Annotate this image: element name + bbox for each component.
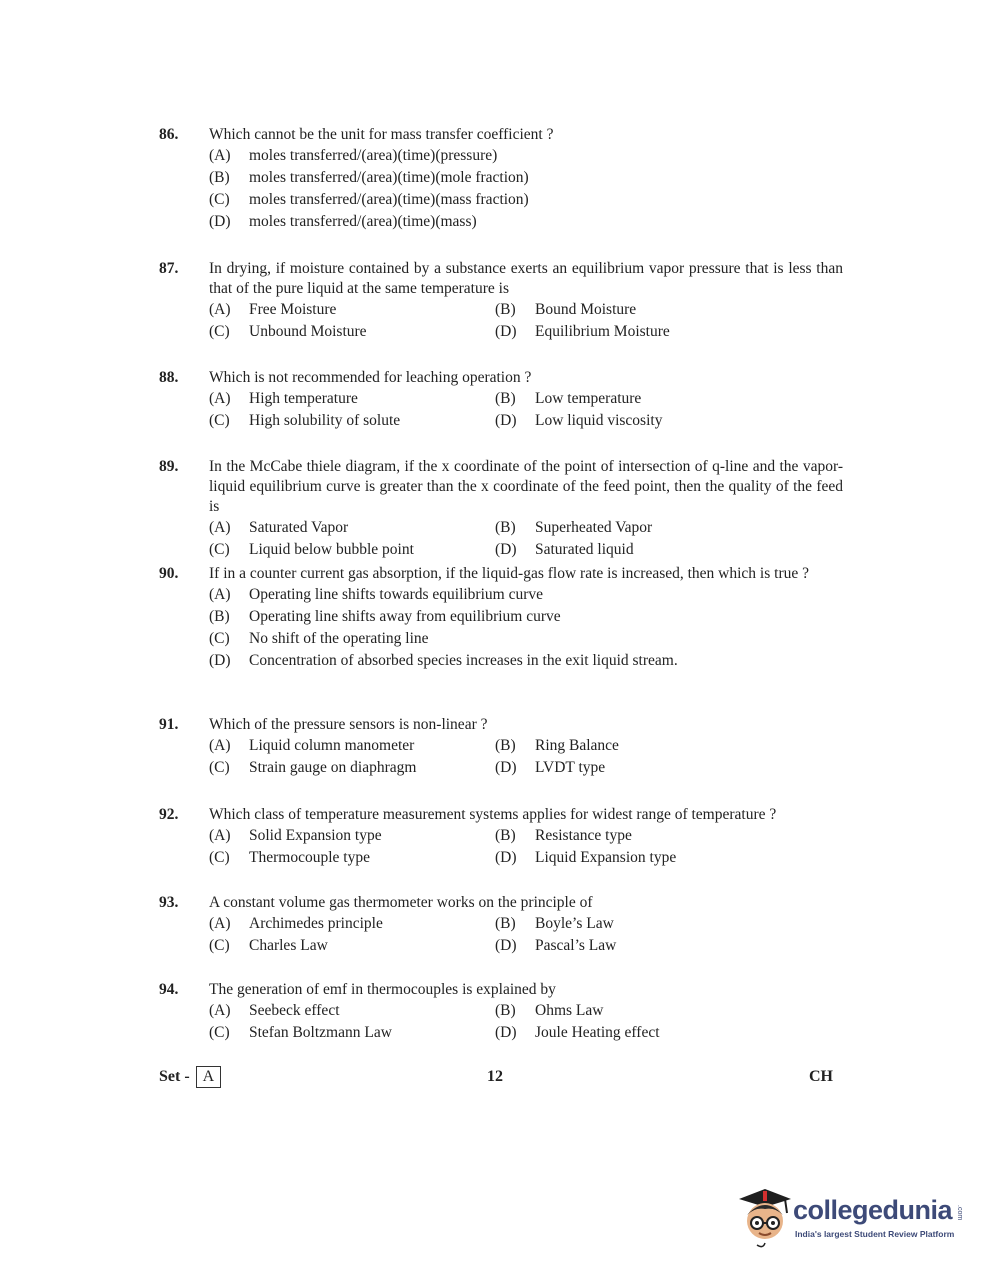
question-88: [159, 368, 843, 432]
set-label: Set -: [159, 1068, 190, 1085]
option-a: (A) Liquid column manometer: [209, 737, 415, 754]
page-number: 12: [487, 1068, 503, 1085]
question-86: [159, 125, 843, 233]
option-d: (D) Saturated liquid: [495, 541, 634, 558]
collegedunia-watermark: [735, 1185, 963, 1255]
option-d: (D) Concentration of absorbed species increases in the exit liquid stream.: [209, 652, 678, 669]
question-number: 93.: [159, 894, 179, 911]
question-93: [159, 893, 843, 957]
page-footer: [159, 1066, 843, 1088]
option-d: (D) LVDT type: [495, 759, 606, 776]
option-d: (D) Equilibrium Moisture: [495, 323, 670, 340]
question-number: 89.: [159, 458, 179, 475]
option-c: (C) Thermocouple type: [209, 849, 370, 866]
question-number: 94.: [159, 981, 179, 998]
option-a: (A) Saturated Vapor: [209, 519, 349, 536]
option-d: (D) Low liquid viscosity: [495, 412, 663, 429]
option-a: (A) Free Moisture: [209, 301, 337, 318]
option-d: (D) moles transferred/(area)(time)(mass): [209, 213, 477, 230]
question-text: Which cannot be the unit for mass transfer coefficient ?: [209, 126, 554, 143]
question-number: 86.: [159, 126, 179, 143]
option-c: (C) Unbound Moisture: [209, 323, 367, 340]
set-indicator: [159, 1066, 221, 1088]
option-a: (A) Solid Expansion type: [209, 827, 382, 844]
question-91: [159, 715, 843, 779]
question-number: 90.: [159, 565, 179, 582]
question-number: 88.: [159, 369, 179, 386]
question-text: If in a counter current gas absorption, if the liquid-gas flow rate is increased, then which is true ?: [209, 565, 809, 582]
question-text: Which is not recommended for leaching operation ?: [209, 369, 532, 386]
mascot-icon: [735, 1185, 795, 1255]
brand-domain: .com: [956, 1205, 963, 1221]
option-d: (D) Liquid Expansion type: [495, 849, 677, 866]
question-text: A constant volume gas thermometer works on the principle of: [209, 894, 593, 911]
question-text: Which of the pressure sensors is non-linear ?: [209, 716, 488, 733]
question-text: In drying, if moisture contained by a substance exerts an equilibrium vapor pressure that is less than that of the pure liquid at the same temperature is: [209, 260, 843, 297]
option-c: (C) Charles Law: [209, 937, 328, 954]
option-a: (A) moles transferred/(area)(time)(pressure): [209, 147, 498, 164]
question-number: 91.: [159, 716, 179, 733]
brand-tagline: India's largest Student Review Platform: [795, 1229, 955, 1239]
option-d: (D) Joule Heating effect: [495, 1024, 660, 1041]
question-92: [159, 805, 843, 869]
option-b: (B) Resistance type: [495, 827, 632, 844]
question-text: In the McCabe thiele diagram, if the x coordinate of the point of intersection of q-line and the vapor-liquid equilibrium curve is greater than the x coordinate of the feed point, then the quality of the feed is: [209, 458, 843, 515]
question-number: 92.: [159, 806, 179, 823]
option-c: (C) Stefan Boltzmann Law: [209, 1024, 392, 1041]
question-87: [159, 259, 843, 343]
question-text: Which class of temperature measurement systems applies for widest range of temperature ?: [209, 806, 777, 823]
question-89: [159, 457, 843, 561]
option-b: (B) Ring Balance: [495, 737, 619, 754]
option-b: (B) moles transferred/(area)(time)(mole fraction): [209, 169, 529, 186]
option-b: (B) Operating line shifts away from equilibrium curve: [209, 608, 561, 625]
paper-code: CH: [809, 1068, 833, 1085]
option-c: (C) moles transferred/(area)(time)(mass fraction): [209, 191, 529, 208]
option-c: (C) Strain gauge on diaphragm: [209, 759, 417, 776]
option-a: (A) Archimedes principle: [209, 915, 383, 932]
question-text: The generation of emf in thermocouples is explained by: [209, 981, 556, 998]
option-b: (B) Bound Moisture: [495, 301, 637, 318]
question-90: [159, 564, 843, 672]
option-d: (D) Pascal’s Law: [495, 937, 617, 954]
question-number: 87.: [159, 260, 179, 277]
option-b: (B) Ohms Law: [495, 1002, 604, 1019]
option-b: (B) Boyle’s Law: [495, 915, 614, 932]
brand-name: collegedunia: [793, 1195, 953, 1225]
option-c: (C) High solubility of solute: [209, 412, 401, 429]
option-a: (A) Operating line shifts towards equilibrium curve: [209, 586, 544, 603]
option-a: (A) High temperature: [209, 390, 358, 407]
set-value-box: A: [196, 1066, 222, 1088]
option-a: (A) Seebeck effect: [209, 1002, 340, 1019]
option-c: (C) Liquid below bubble point: [209, 541, 414, 558]
question-94: [159, 980, 843, 1044]
option-b: (B) Superheated Vapor: [495, 519, 653, 536]
option-b: (B) Low temperature: [495, 390, 642, 407]
option-c: (C) No shift of the operating line: [209, 630, 429, 647]
